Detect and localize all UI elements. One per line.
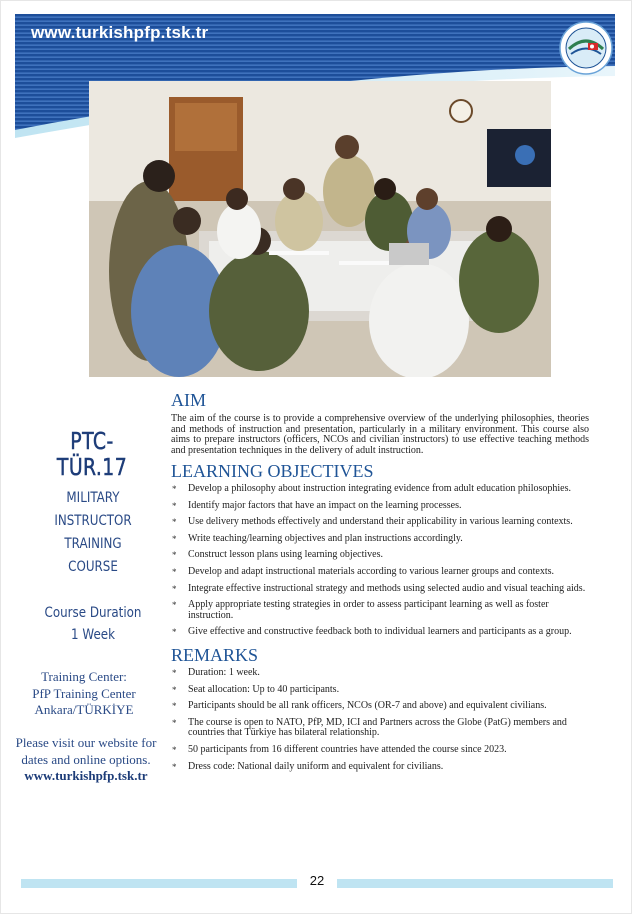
aim-text: The aim of the course is to provide a comprehensive overview of the underlying philosophies, theories and methods of instruction and presentation, particularly in a military environment. This course also aims to prepare instructors (officers, NCOs and civilian instructors) to use effective teaching methods and presentation techniques in the delivery of adult instruction.	[171, 413, 589, 456]
pfp-training-center-logo	[559, 19, 613, 77]
course-title-line: MILITARY	[66, 490, 120, 506]
header-website-url[interactable]: www.turkishpfp.tsk.tr	[31, 23, 209, 42]
page-number: 22	[297, 873, 337, 888]
list-item: * Dress code: National daily uniform and equivalent for civilians.	[172, 760, 444, 772]
list-item: * Write teaching/learning objectives and plan instructions accordingly.	[172, 532, 463, 544]
bullet-icon: *	[172, 761, 177, 772]
bullet-icon: *	[172, 701, 177, 712]
course-title	[37, 487, 149, 579]
course-title-line: INSTRUCTOR	[54, 513, 132, 529]
list-item: * Apply appropriate testing strategies in order to assess participant learning as well as foster instruction.	[172, 599, 549, 621]
list-item: * Seat allocation: Up to 40 participants.	[172, 683, 340, 695]
list-item: * Develop and adapt instructional materials according to various learner groups and contexts.	[172, 565, 554, 577]
list-item: * Integrate effective instructional strategy and methods using selected audio and visual teaching aids.	[172, 582, 586, 594]
training-center-label: Training Center:	[41, 669, 127, 684]
bullet-icon: *	[172, 627, 177, 638]
main-content	[171, 389, 589, 778]
duration-label: Course Duration	[44, 605, 142, 621]
list-item: * Duration: 1 week.	[172, 666, 260, 678]
course-duration	[37, 602, 149, 646]
duration-value: 1 Week	[71, 627, 115, 643]
bullet-icon: *	[172, 566, 177, 577]
course-code: PTC-TÜR.17	[56, 429, 128, 481]
bullet-icon: *	[172, 684, 177, 695]
bullet-icon: *	[172, 667, 177, 678]
bullet-icon: *	[172, 533, 177, 544]
course-photo	[89, 81, 551, 377]
bullet-icon: *	[172, 744, 177, 755]
bullet-icon: *	[172, 517, 177, 528]
remarks-heading: REMARKS	[171, 644, 259, 665]
course-title-line: COURSE	[68, 559, 118, 575]
list-item: * Give effective and constructive feedback both to individual learners and participants as a group.	[172, 626, 572, 638]
bullet-icon: *	[172, 583, 177, 594]
list-item: * Participants should be all rank officers, NCOs (OR-7 and above) and equivalent civilians.	[172, 700, 547, 712]
training-center-location: Ankara/TÜRKİYE	[34, 702, 134, 717]
bullet-icon: *	[172, 484, 177, 494]
visit-text: Please visit our website for dates and online options.	[15, 735, 157, 767]
bullet-icon: *	[172, 717, 177, 728]
sidebar-website-link[interactable]: www.turkishpfp.tsk.tr	[24, 768, 148, 783]
list-item: * Construct lesson plans using learning objectives.	[172, 549, 383, 561]
remarks-list	[171, 668, 589, 772]
bullet-icon: *	[172, 550, 177, 561]
list-item: * Identify major factors that have an impact on the learning processes.	[172, 499, 462, 511]
list-item: * 50 participants from 16 different countries have attended the course since 2023.	[172, 743, 507, 755]
list-item: * Develop a philosophy about instruction integrating evidence from adult education philosophies.	[172, 483, 571, 494]
training-center-info	[13, 669, 155, 719]
training-center-name: PfP Training Center	[32, 685, 136, 701]
list-item: * The course is open to NATO, PfP, MD, ICI and Partners across the Globe (PatG) members and countries that Türkiye has bilateral relationship.	[172, 716, 567, 739]
bullet-icon: *	[172, 500, 177, 511]
aim-heading: AIM	[171, 390, 206, 410]
bullet-icon: *	[172, 600, 177, 611]
objectives-heading: LEARNING OBJECTIVES	[171, 461, 374, 481]
visit-website-note	[11, 735, 161, 785]
list-item: * Use delivery methods effectively and understand their applicability in various learning contexts.	[172, 516, 573, 528]
course-title-line: TRAINING	[64, 536, 122, 552]
objectives-list	[171, 484, 589, 638]
